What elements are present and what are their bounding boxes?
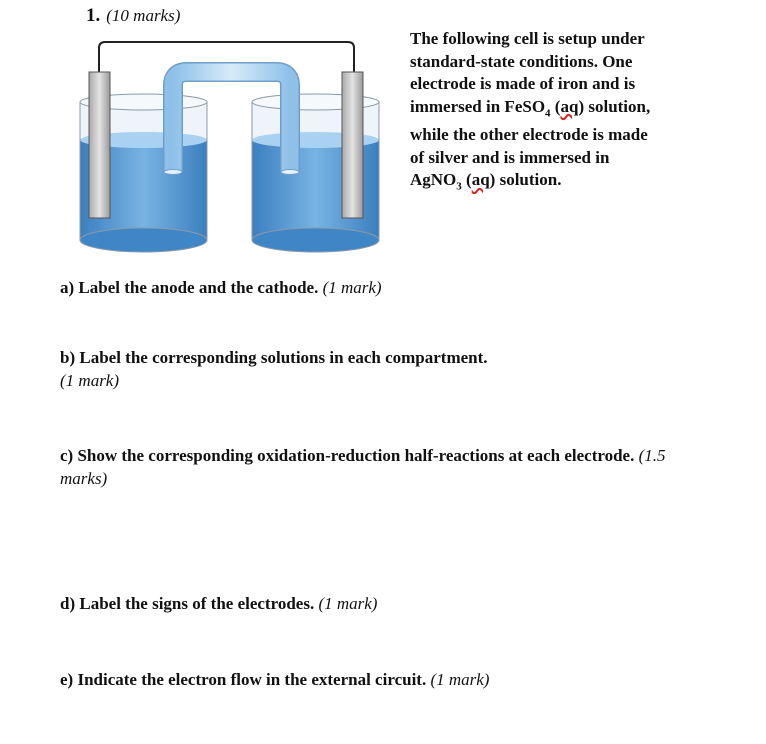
- question-header: [86, 5, 180, 27]
- left-electrode: [89, 72, 110, 218]
- spellcheck-underline: aq: [560, 96, 579, 116]
- question-marks: (10 marks): [106, 6, 181, 25]
- part-e: e) Indicate the electron flow in the external circuit. (1 mark): [60, 670, 490, 689]
- part-b: b) Label the corresponding solutions in each compartment. (1 mark): [60, 348, 488, 390]
- spellcheck-underline: aq: [471, 170, 490, 190]
- problem-statement: The following cell is setup under standard-state conditions. One electrode is made of iron and is immersed in FeSO$_4$ (aq) solution, while the other electrode is made of silver and is immersed in AgNO$_3$ (aq) solution.: [410, 29, 651, 193]
- right-electrode: [342, 72, 363, 218]
- question-number: 1.: [86, 5, 101, 26]
- part-c: c) Show the corresponding oxidation-reduction half-reactions at each electrode. (1.5 marks): [60, 446, 666, 488]
- galvanic-cell-diagram: [76, 38, 386, 260]
- part-a: a) Label the anode and the cathode. (1 mark): [60, 278, 382, 297]
- part-d: d) Label the signs of the electrodes. (1 mark): [60, 594, 378, 613]
